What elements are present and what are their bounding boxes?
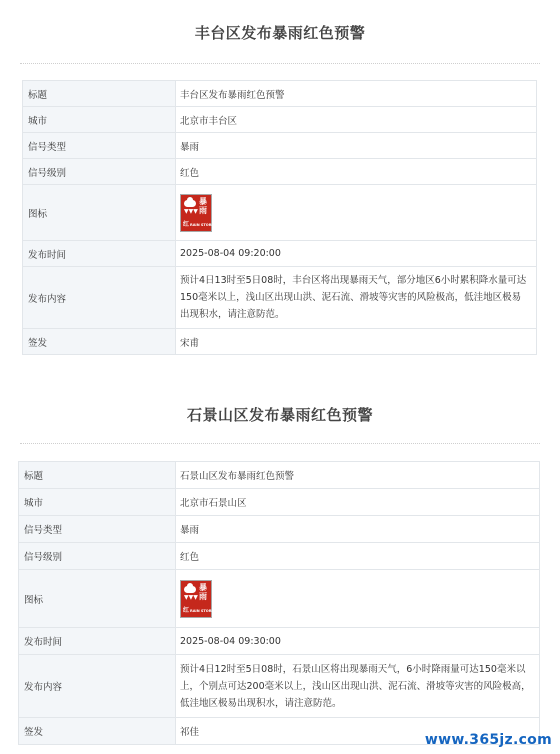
row-value-title: 石景山区发布暴雨红色预警 xyxy=(176,462,540,489)
rainstorm-red-warning-icon xyxy=(180,194,215,232)
icon-text-en: RAIN STORM xyxy=(190,608,215,613)
dotted-divider xyxy=(20,63,540,64)
table-row xyxy=(19,655,540,718)
row-label-city: 城市 xyxy=(23,107,176,133)
row-label-icon: 图标 xyxy=(19,570,176,628)
row-value-signal-type: 暴雨 xyxy=(176,516,540,543)
row-label-content: 发布内容 xyxy=(19,655,176,718)
warning-section-fengtai xyxy=(0,0,560,349)
row-value-icon xyxy=(176,570,540,628)
warning-info-table xyxy=(22,80,537,355)
row-value-content: 预计4日12时至5日08时，石景山区将出现暴雨天气，6小时降雨量可达150毫米以上，个别点可达200毫米以上，浅山区出现山洪、泥石流、滑坡等灾害的风险极高，低洼地区极易出现积水，请注意防范。 xyxy=(176,655,540,718)
row-value-signal-level: 红色 xyxy=(176,543,540,570)
warning-section-shijingshan xyxy=(0,392,560,738)
table-row xyxy=(23,107,537,133)
icon-text-level: 红 xyxy=(183,220,190,228)
row-label-title: 标题 xyxy=(19,462,176,489)
icon-text-level: 红 xyxy=(183,606,190,614)
site-watermark: www.365jz.com xyxy=(424,732,552,748)
table-row xyxy=(23,81,537,107)
row-label-signal-level: 信号级别 xyxy=(19,543,176,570)
table-row xyxy=(19,489,540,516)
raindrops-icon: ▼▼▼ xyxy=(184,207,198,215)
table-row xyxy=(19,516,540,543)
raindrops-icon: ▼▼▼ xyxy=(184,593,198,601)
warning-heading: 丰台区发布暴雨红色预警 xyxy=(194,24,366,42)
row-label-signal-type: 信号类型 xyxy=(23,133,176,159)
warning-heading: 石景山区发布暴雨红色预警 xyxy=(186,406,373,424)
table-row xyxy=(23,185,537,241)
warning-info-table xyxy=(18,461,540,745)
row-value-signal-level: 红色 xyxy=(176,159,537,185)
row-label-signer: 签发 xyxy=(19,718,176,745)
dotted-divider xyxy=(20,443,540,444)
row-value-title: 丰台区发布暴雨红色预警 xyxy=(176,81,537,107)
table-row xyxy=(23,267,537,329)
icon-text-cn: 暴雨 xyxy=(199,196,207,215)
row-value-signer: 祁佳 xyxy=(176,718,540,745)
row-value-city: 北京市丰台区 xyxy=(176,107,537,133)
icon-text-cn: 暴雨 xyxy=(199,582,207,601)
icon-text-en: RAIN STORM xyxy=(190,222,215,227)
row-value-signer: 宋甫 xyxy=(176,329,537,355)
table-row xyxy=(23,159,537,185)
row-value-time: 2025-08-04 09:20:00 xyxy=(176,241,537,267)
cloud-icon xyxy=(184,586,196,593)
row-value-signal-type: 暴雨 xyxy=(176,133,537,159)
table-row xyxy=(19,570,540,628)
table-row xyxy=(19,628,540,655)
row-label-signer: 签发 xyxy=(23,329,176,355)
row-value-icon xyxy=(176,185,537,241)
table-row xyxy=(23,133,537,159)
row-value-city: 北京市石景山区 xyxy=(176,489,540,516)
table-row xyxy=(19,543,540,570)
row-label-signal-level: 信号级别 xyxy=(23,159,176,185)
row-label-icon: 图标 xyxy=(23,185,176,241)
cloud-icon xyxy=(184,200,196,207)
row-value-time: 2025-08-04 09:30:00 xyxy=(176,628,540,655)
row-label-time: 发布时间 xyxy=(19,628,176,655)
row-label-content: 发布内容 xyxy=(23,267,176,329)
table-row xyxy=(19,462,540,489)
row-label-time: 发布时间 xyxy=(23,241,176,267)
table-row xyxy=(23,329,537,355)
row-label-signal-type: 信号类型 xyxy=(19,516,176,543)
table-row xyxy=(23,241,537,267)
row-label-city: 城市 xyxy=(19,489,176,516)
row-value-content: 预计4日13时至5日08时，丰台区将出现暴雨天气，部分地区6小时累积降水量可达150毫米以上，浅山区出现山洪、泥石流、滑坡等灾害的风险极高，低洼地区极易出现积水，请注意防范。 xyxy=(176,267,537,329)
rainstorm-red-warning-icon xyxy=(180,580,215,618)
row-label-title: 标题 xyxy=(23,81,176,107)
